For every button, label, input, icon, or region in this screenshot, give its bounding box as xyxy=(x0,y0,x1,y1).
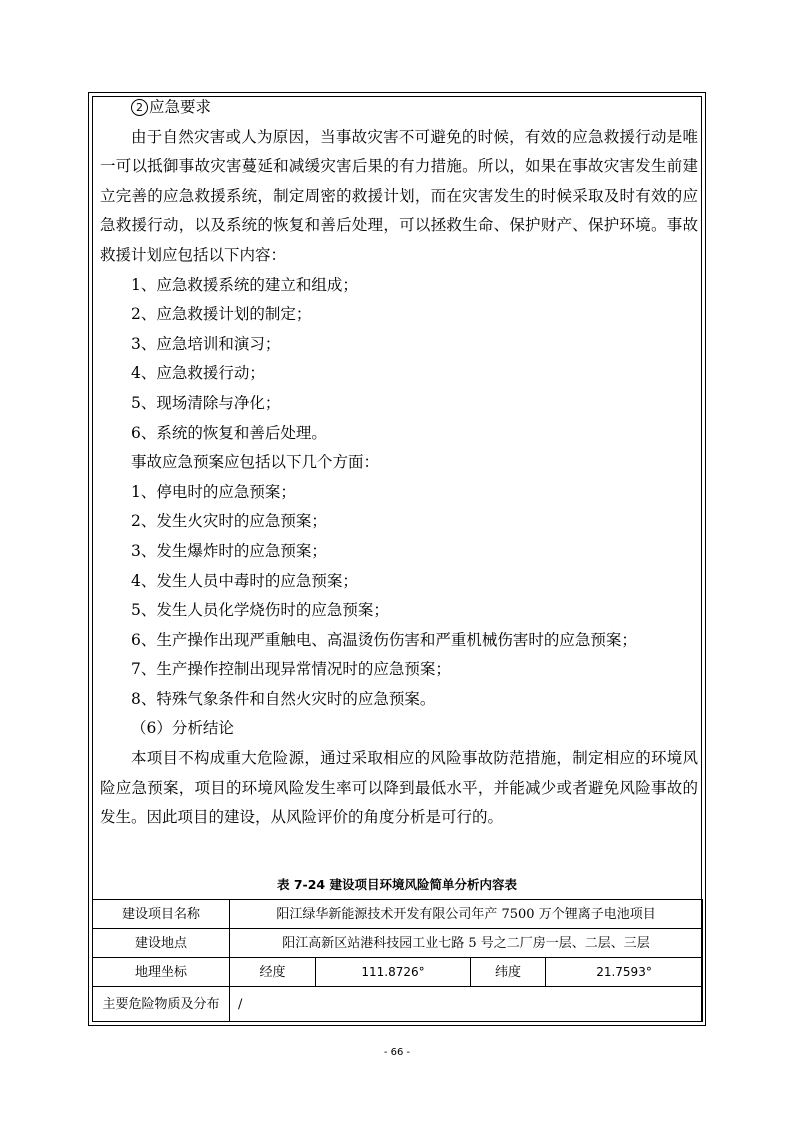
value-cell: 阳江高新区站港科技园工业七路 5 号之二厂房一层、二层、三层 xyxy=(230,929,703,958)
list-item: 3、发生爆炸时的应急预案； xyxy=(131,541,327,560)
paragraph-line: 急救援行动，以及系统的恢复和善后处理，可以拯救生命、保护财产、保护环境。事故 xyxy=(100,216,698,235)
table-row xyxy=(93,987,703,1022)
list-item: 3、应急培训和演习； xyxy=(131,334,281,353)
table-row xyxy=(93,900,703,929)
table-caption: 表 7-24 建设项目环境风险简单分析内容表 xyxy=(277,877,517,892)
latitude-label: 纬度 xyxy=(471,958,546,987)
value-cell: 阳江绿华新能源技术开发有限公司年产 7500 万个锂离子电池项目 xyxy=(230,900,703,929)
paragraph-line: 由于自然灾害或人为原因，当事故灾害不可避免的时候，有效的应急救援行动是唯 xyxy=(131,127,698,146)
list-item: 2、应急救援计划的制定； xyxy=(131,305,312,324)
paragraph-line: 发生。因此项目的建设，从风险评价的角度分析是可行的。 xyxy=(100,808,504,827)
list-item: 6、系统的恢复和善后处理。 xyxy=(131,423,327,442)
paragraph-line: 本项目不构成重大危险源，通过采取相应的风险事故防范措施，制定相应的环境风 xyxy=(131,749,698,768)
longitude-value: 111.8726° xyxy=(316,958,471,987)
label-cell: 地理坐标 xyxy=(93,958,230,987)
list-item: 1、应急救援系统的建立和组成； xyxy=(131,275,358,294)
list-item: 2、发生火灾时的应急预案； xyxy=(131,512,327,531)
list-item: 8、特殊气象条件和自然火灾时的应急预案。 xyxy=(131,689,436,708)
page-number: - 66 - xyxy=(383,1047,411,1058)
list-item: 4、发生人员中毒时的应急预案； xyxy=(131,571,358,590)
sub-heading: （6）分析结论 xyxy=(131,719,234,738)
table-row xyxy=(93,958,703,987)
paragraph-line: 救援计划应包括以下内容： xyxy=(100,245,287,264)
section-heading xyxy=(100,93,698,123)
list-item: 5、现场清除与净化； xyxy=(131,393,281,412)
risk-analysis-table xyxy=(92,899,703,1022)
paragraph-line: 一可以抵御事故灾害蔓延和减缓灾害后果的有力措施。所以，如果在事故灾害发生前建 xyxy=(100,157,698,176)
list-item: 4、应急救援行动； xyxy=(131,364,265,383)
list-item: 5、发生人员化学烧伤时的应急预案； xyxy=(131,601,389,620)
value-cell: / xyxy=(230,987,703,1022)
text-content xyxy=(100,93,698,833)
paragraph-intro: 事故应急预案应包括以下几个方面： xyxy=(131,453,380,472)
paragraph-line: 险应急预案，项目的环境风险发生率可以降到最低水平，并能减少或者避免风险事故的 xyxy=(100,778,698,797)
table-row xyxy=(93,929,703,958)
label-cell: 建设项目名称 xyxy=(93,900,230,929)
list-item: 7、生产操作控制出现异常情况时的应急预案； xyxy=(131,660,451,679)
circled-number: 2 xyxy=(131,99,148,116)
label-cell: 建设地点 xyxy=(93,929,230,958)
latitude-value: 21.7593° xyxy=(546,958,703,987)
list-item: 1、停电时的应急预案； xyxy=(131,482,296,501)
list-item: 6、生产操作出现严重触电、高温烫伤伤害和严重机械伤害时的应急预案； xyxy=(131,630,637,649)
section-heading-text: 应急要求 xyxy=(149,98,212,116)
paragraph-line: 立完善的应急救援系统，制定周密的救援计划，而在灾害发生的时候采取及时有效的应 xyxy=(100,186,698,205)
longitude-label: 经度 xyxy=(230,958,316,987)
label-cell: 主要危险物质及分布 xyxy=(93,987,230,1022)
